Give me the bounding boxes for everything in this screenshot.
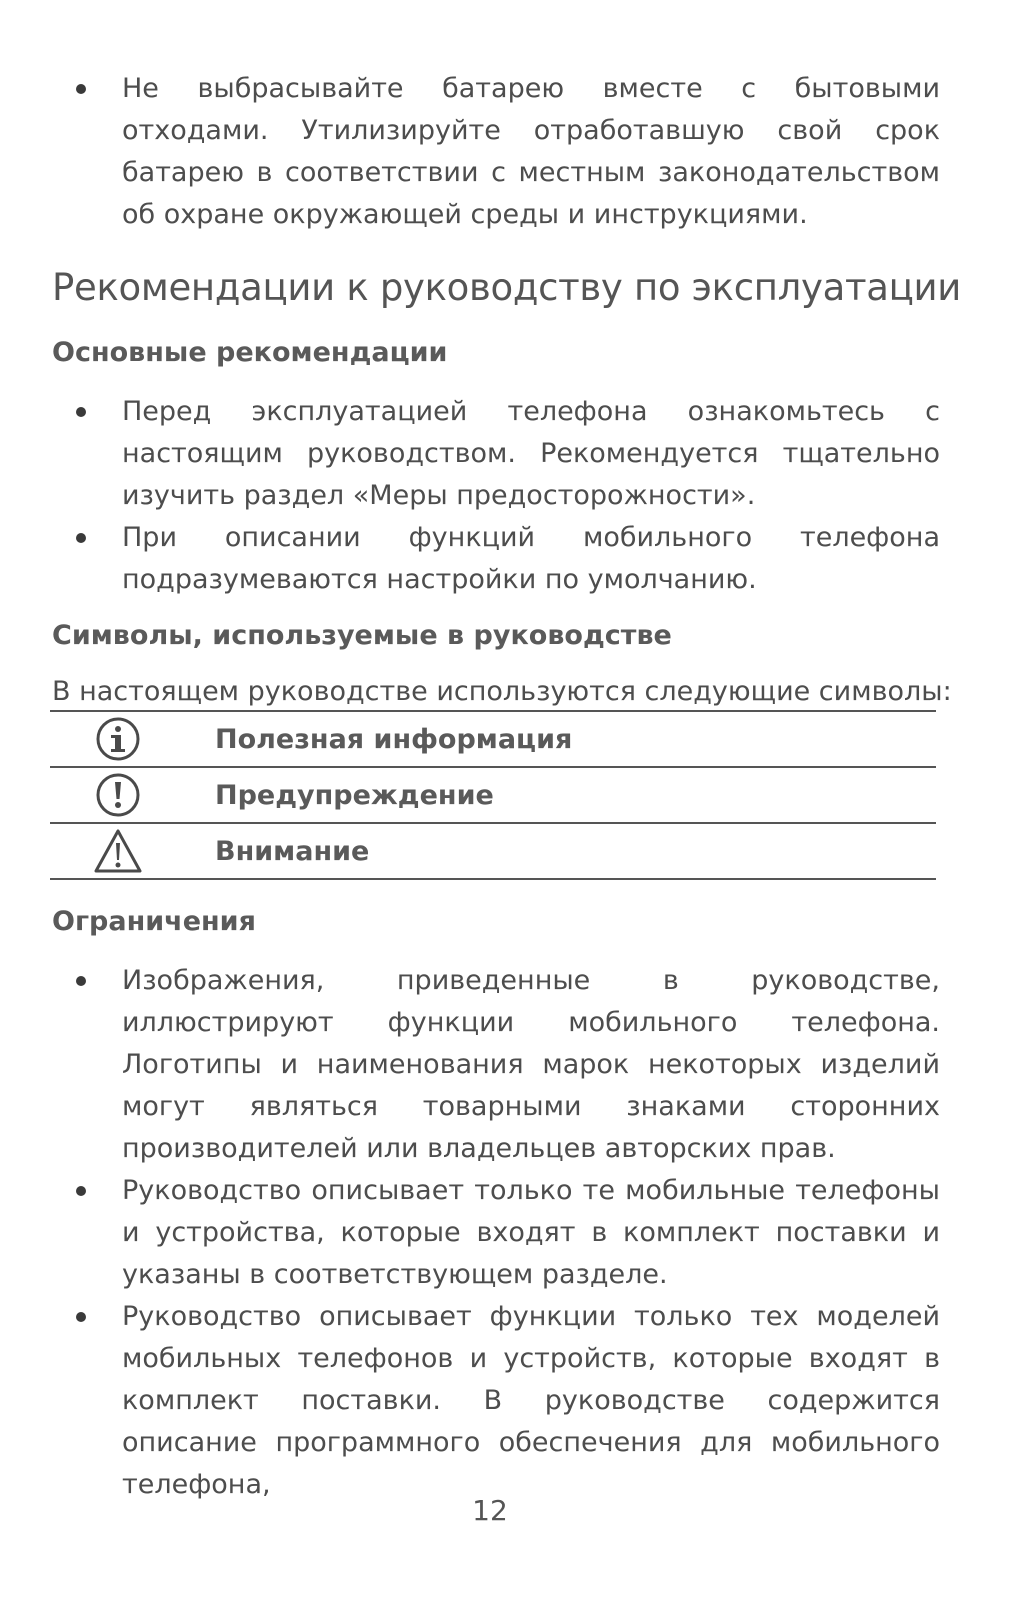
symbol-label: Полезная информация (187, 711, 937, 767)
bullet-dot-icon (76, 533, 86, 543)
list-item (52, 960, 940, 1170)
bullet-dot-icon (76, 407, 86, 417)
symbols-table (50, 710, 936, 880)
section-title: Рекомендации к руководству по эксплуатации (52, 266, 961, 309)
exclamation-circle-icon (50, 772, 186, 818)
table-row (50, 823, 936, 879)
list-item (52, 1170, 940, 1296)
symbol-icon-cell (50, 767, 187, 823)
basic-recommendations-list (0, 391, 940, 601)
list-item (52, 391, 940, 517)
list-item-text: Изображения, приведенные в руководстве, иллюстрируют функции мобильного телефона. Логотипы и наименования марок некоторых изделий могут являться товарными знаками сторонних производителей или владельцев авторских прав. (122, 965, 940, 1164)
table-row (50, 711, 936, 767)
limitations-list (0, 960, 940, 1506)
symbols-intro: В настоящем руководстве используются следующие символы: (52, 676, 952, 707)
info-icon (50, 716, 186, 762)
battery-disposal-list (0, 68, 940, 236)
list-item-text: Руководство описывает только те мобильные телефоны и устройства, которые входят в комплект поставки и указаны в соответствующем разделе. (122, 1175, 940, 1290)
bullet-dot-icon (76, 1312, 86, 1322)
list-item-text: Руководство описывает функции только тех моделей мобильных телефонов и устройств, которые входят в комплект поставки. В руководстве содержится описание программного обеспечения для мобильного телефона, (122, 1301, 940, 1500)
bullet-dot-icon (76, 976, 86, 986)
bullet-dot-icon (76, 84, 86, 94)
list-item-text: Не выбрасывайте батарею вместе с бытовыми отходами. Утилизируйте отработавшую свой срок батарею в соответствии с местным законодательством об охране окружающей среды и инструкциями. (122, 73, 940, 230)
bullet-dot-icon (76, 1186, 86, 1196)
list-item-text: При описании функций мобильного телефона подразумеваются настройки по умолчанию. (122, 522, 940, 595)
table-row (50, 767, 936, 823)
symbol-icon-cell (50, 711, 187, 767)
limitations-heading: Ограничения (52, 906, 256, 937)
list-item (52, 68, 940, 236)
symbol-label: Внимание (187, 823, 937, 879)
symbol-icon-cell (50, 823, 187, 879)
list-item-text: Перед эксплуатацией телефона ознакомьтесь с настоящим руководством. Рекомендуется тщательно изучить раздел «Меры предосторожности». (122, 396, 940, 511)
warning-triangle-icon (50, 828, 186, 874)
list-item (52, 517, 940, 601)
symbol-label: Предупреждение (187, 767, 937, 823)
basic-recommendations-heading: Основные рекомендации (52, 337, 448, 368)
list-item (52, 1296, 940, 1506)
page-number: 12 (472, 1494, 508, 1527)
symbols-heading: Символы, используемые в руководстве (52, 620, 672, 651)
